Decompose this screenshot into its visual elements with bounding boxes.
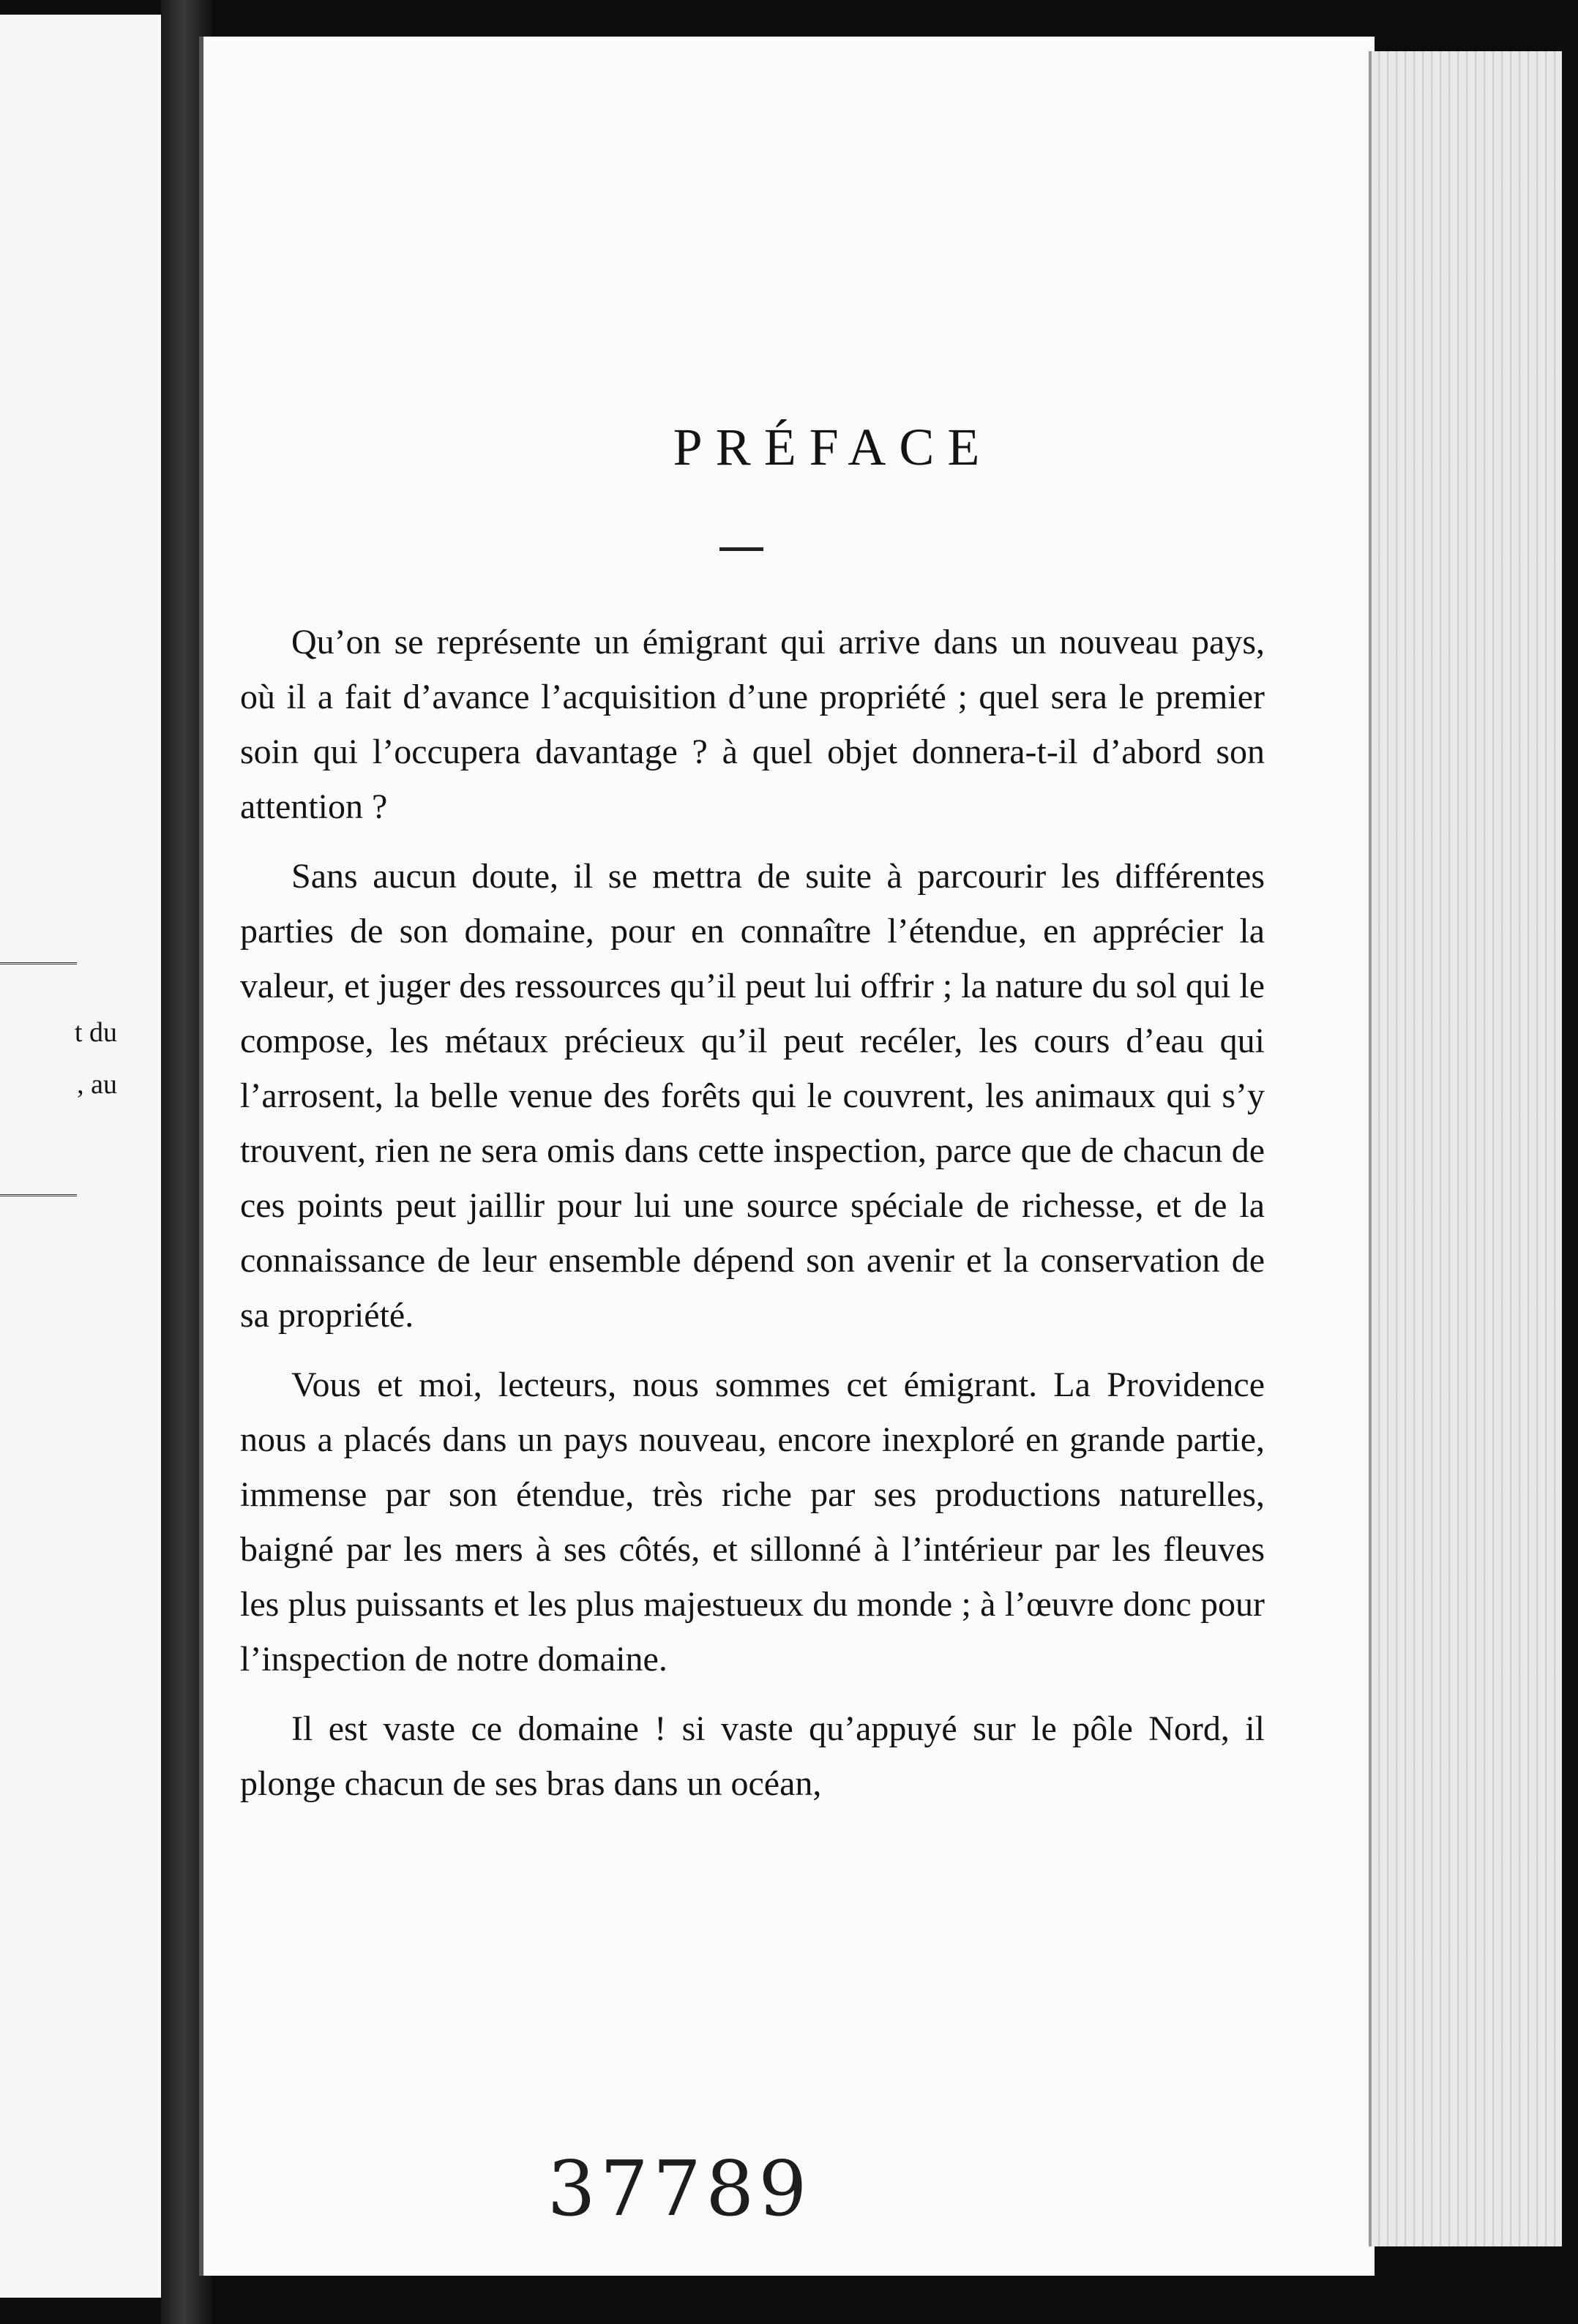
- paragraph: Il est vaste ce domaine ! si vaste qu’appuyé sur le pôle Nord, il plonge chacun de ses bras dans un océan,: [240, 1709, 1265, 1803]
- left-page-rule-top: [0, 962, 77, 964]
- paragraph: Sans aucun doute, il se mettra de suite à parcourir les différentes parties de son domaine, pour en connaître l’étendue, en apprécier la valeur, et juger des ressources qu’il peut lui offrir ; la nature du sol qui le compose, les métaux précieux qu’il peut recéler, les cours d’eau qui l’arrosent, la belle venue des forêts qui le couvrent, les animaux qui s’y trouvent, rien ne sera omis dans cette inspection, parce que de chacun de ces points peut jaillir pour lui une source spéciale de richesse, et de la connaissance de leur ensemble dépend son avenir et la conservation de sa propriété.: [240, 857, 1265, 1335]
- page-number: 37789: [547, 2144, 812, 2233]
- left-page: [0, 15, 161, 2298]
- page-title: PRÉFACE: [673, 418, 993, 476]
- left-page-rule-bottom: [0, 1194, 77, 1196]
- paragraph: Vous et moi, lecteurs, nous sommes cet émigrant. La Providence nous a placés dans un pays nouveau, encore inexploré en grande partie, immense par son étendue, très riche par ses productions naturelles, baigné par les mers à ses côtés, et sillonné à l’intérieur par les fleuves les plus puissants et les plus majestueux du monde ; à l’œuvre donc pour l’inspection de notre domaine.: [240, 1365, 1265, 1679]
- left-page-fragment: , au: [77, 1069, 117, 1100]
- title-divider: [719, 547, 763, 551]
- preface-body: [240, 615, 1265, 1826]
- left-page-fragment: t du: [74, 1017, 117, 1048]
- paragraph: Qu’on se représente un émigrant qui arrive dans un nouveau pays, où il a fait d’avance l’acquisition d’une propriété ; quel sera le premier soin qui l’occupera davantage ? à quel objet donnera-t-il d’abord son attention ?: [240, 623, 1265, 826]
- right-page: [199, 37, 1375, 2276]
- page-edges: [1369, 51, 1562, 2246]
